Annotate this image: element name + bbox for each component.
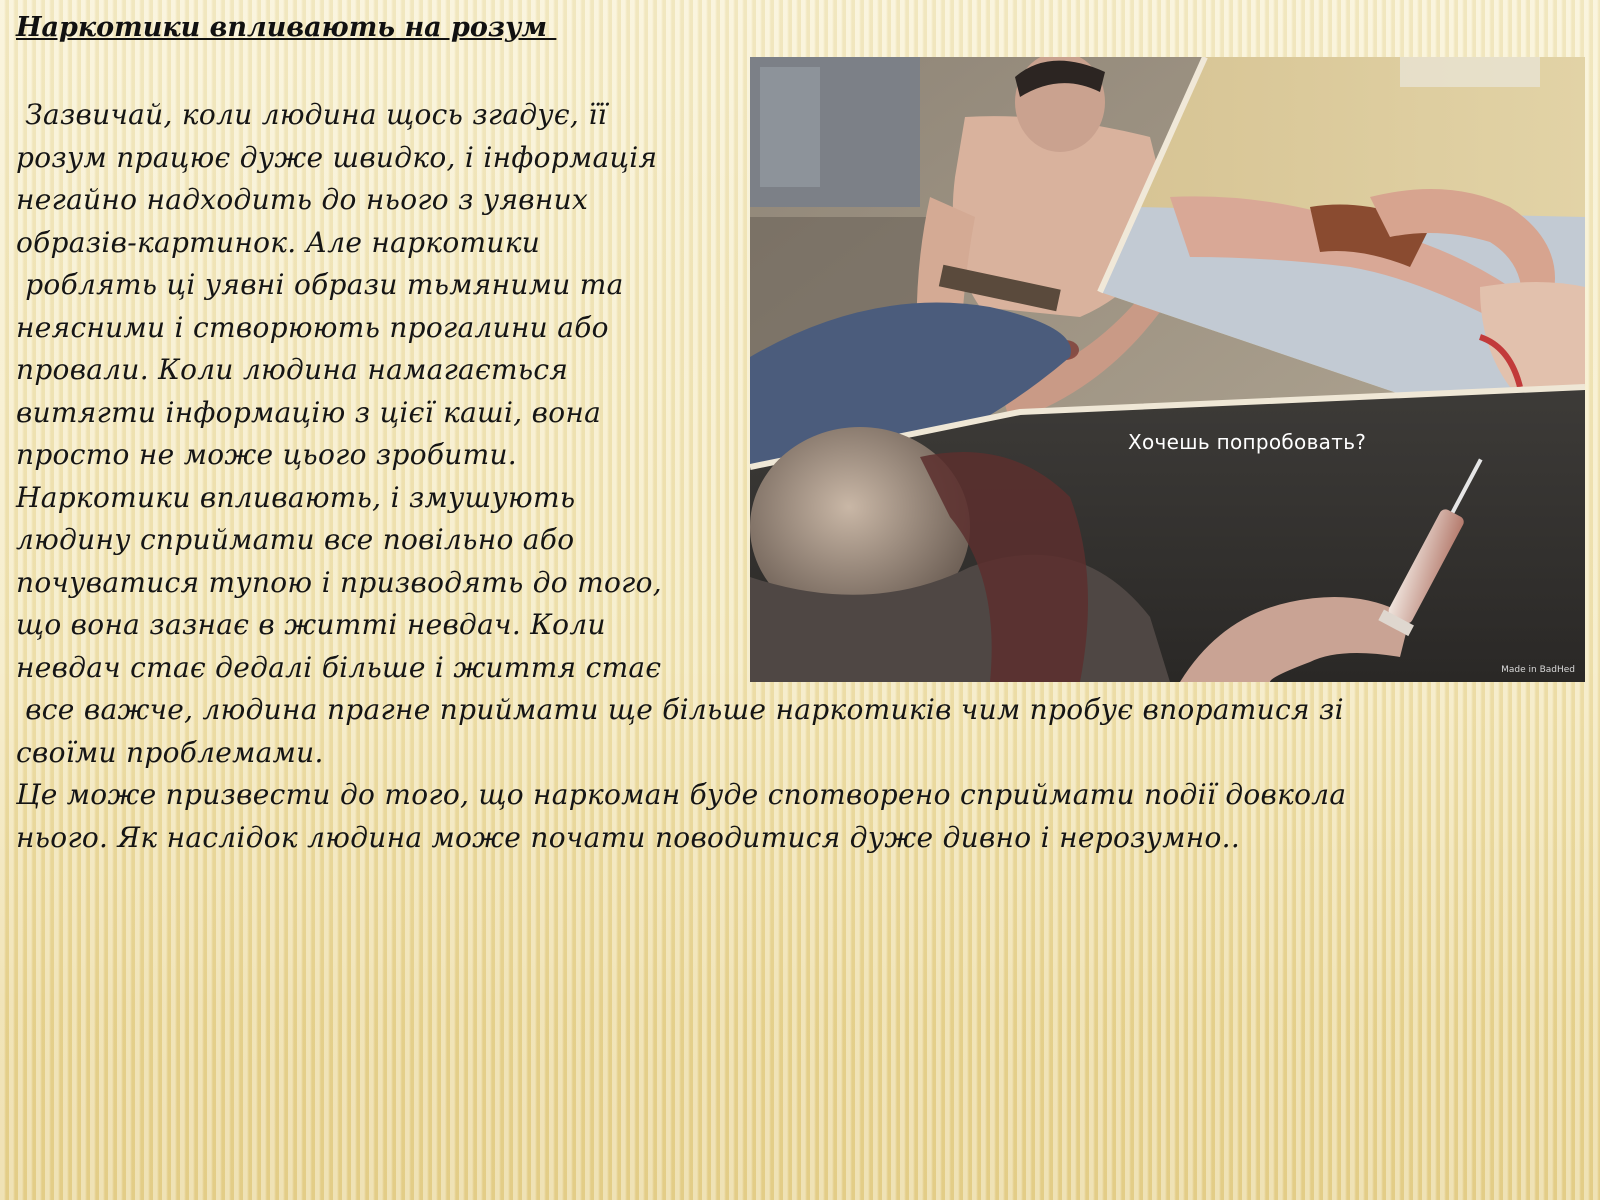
text-line: витягти інформацію з цієї каші, вона [16, 396, 602, 429]
text-line: своїми проблемами. [16, 736, 324, 769]
text-line: роблять ці уявні образи тьмяними та [16, 268, 624, 301]
text-line: невдач стає дедалі більше і життя стає [16, 651, 662, 684]
text-line: людину сприймати все повільно або [16, 523, 575, 556]
collage-photo [750, 57, 1585, 682]
collage-illustration [750, 57, 1585, 682]
text-line: просто не може цього зробити. [16, 438, 517, 471]
text-line: образів-картинок. Але наркотики [16, 226, 541, 259]
text-line: почуватися тупою і призводять до того, [16, 566, 662, 599]
text-line: Наркотики впливають, і змушують [16, 481, 576, 514]
text-line: все важче, людина прагне приймати ще більше наркотиків чим пробує впоратися зі [16, 693, 1344, 726]
text-line: неясними і створюють прогалини або [16, 311, 609, 344]
text-line: нього. Як наслідок людина може почати поводитися дуже дивно і нерозумно.. [16, 821, 1241, 854]
slide-title: Наркотики впливають на розум [16, 12, 557, 43]
text-line: що вона зазнає в житті невдач. Коли [16, 608, 606, 641]
text-line: провали. Коли людина намагається [16, 353, 569, 386]
text-line: Зазвичай, коли людина щось згадує, її [16, 98, 607, 131]
text-line: Це може призвести до того, що наркоман буде спотворено сприймати події довкола [16, 778, 1347, 811]
text-line: розум працює дуже швидко, і інформація [16, 141, 658, 174]
text-line: негайно надходить до нього з уявних [16, 183, 589, 216]
photo-caption: Хочешь попробовать? [1128, 430, 1367, 454]
photo-watermark: Made in BadHed [1501, 665, 1575, 675]
